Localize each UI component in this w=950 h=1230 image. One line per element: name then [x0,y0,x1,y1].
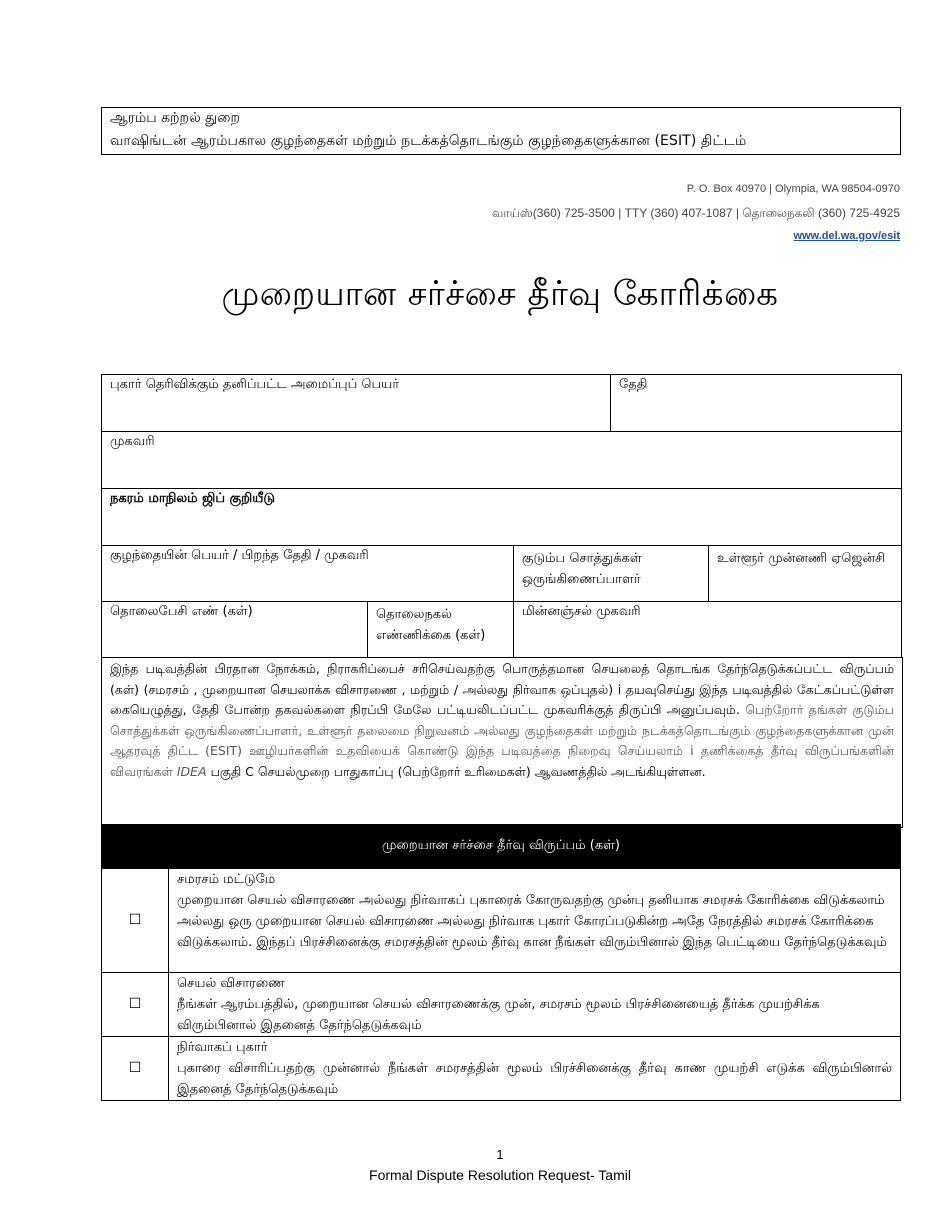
complaint-title: நிர்வாகப் புகார் [177,1040,268,1055]
address-field[interactable] [102,432,902,489]
org-info-table [101,374,902,546]
page-number: 1 [496,1147,504,1162]
hearing-description: நீங்கள் ஆரம்பத்தில், முறையான செயல் விசாரணைக்கு முன், சமரசம் மூலம் பிரச்சினையைத் தீர்க்க முயற்சிக்க விரும்பினால் இதனைத் தேர்ந்தெடுக்கவும் [177,997,820,1033]
options-header: முறையான சர்ச்சை தீர்வு விருப்பம் (கள்) [101,824,901,868]
org-name-label: புகார் தெரிவிக்கும் தனிப்பட்ட அமைப்புப் பெயர் [110,377,400,392]
hearing-checkbox[interactable]: ☐ [102,973,169,1037]
local-agency-label: உள்ளூர் முன்னணி ஏஜென்சி [717,551,886,566]
page-title: முறையான சர்ச்சை தீர்வு கோரிக்கை [221,274,779,314]
org-name-field[interactable] [102,375,611,432]
department-name: ஆரம்ப கற்றல் துறை [110,110,241,126]
phone-label: தொலைபேசி எண் (கள்) [110,604,253,619]
website-link[interactable]: www.del.wa.gov/esit [793,230,900,242]
intro-paragraph [101,657,903,828]
city-state-zip-field[interactable] [102,489,902,546]
program-name: வாஷிங்டன் ஆரம்பகால குழந்தைகள் மற்றும் நடக்கத்தொடங்கும் குழந்தைகளுக்கான (ESIT) திட்டம் [110,133,747,149]
complaint-option [169,1037,901,1101]
mediation-title: சமரசம் மட்டுமே [177,872,276,887]
date-label: தேதி [619,377,648,392]
complaint-description: புகாரை விசாரிப்பதற்கு முன்னால் நீங்கள் சமரசத்தின் மூலம் பிரச்சினைக்கு தீர்வு காண முயற்சி எடுக்க விரும்பினால் இதனைத் தேர்ந்தெடுக்கவும் [177,1061,892,1097]
local-agency-field[interactable] [709,546,902,602]
family-coordinator-label: குடும்ப சொத்துக்கள் ஒருங்கிணைப்பாளர் [522,551,642,587]
intro-text-1: இந்த படிவத்தின் பிரதான நோக்கம், நிராகரிப்பைச் சரிசெய்வதற்கு பொருத்தமான செயலைத் தொடங்க தேர்ந்தெடுக்கப்பட்ட விருப்பம் (கள்) (சமரசம் , முறையான செயலாக்க விசாரணை , மற்றும் / அல்லது நிர்வாக ஒப்புதல்) i தயவுசெய்து இந்த படிவத்தில் கேட்கப்பட்டுள்ள கையெழுத்து, தேதி போன்ற தகவல்களை நிரப்பி மேலே பட்டியலிடப்பட்ட முகவரிக்குத் திருப்பி அனுப்பவும். [110,661,894,717]
postal-address: P. O. Box 40970 | Olympia, WA 98504-0970 [686,183,900,195]
child-info-table [101,545,902,602]
city-state-zip-label: நகரம் மாநிலம் ஜிப் குறியீடு [110,491,275,506]
mediation-description: முறையான செயல் விசாரணை அல்லது நிர்வாகப் புகாரைக் கோருவதற்கு முன்பு தனியாக சமரசக் கோரிக்கை விடுக்கலாம் அல்லது ஒரு முறையான செயல் விசாரணை அல்லது நிர்வாக புகார் கோரப்படுகின்ற அதே நேரத்தில் சமரசக் கோரிக்கை விடுக்கலாம். இந்தப் பிரச்சினைக்கு சமரசத்தின் மூலம் தீர்வு கான நீங்கள் விரும்பினால் இந்த பெட்டியை தேர்ந்தெடுக்கவும் [177,893,887,950]
hearing-option [169,973,901,1037]
date-field[interactable] [611,375,902,432]
phone-field[interactable] [102,602,368,658]
intro-text-3: பகுதி C செயல்முறை பாதுகாப்பு (பெற்றோர் உரிமைகள்) ஆவணத்தில் அடங்கியுள்ளன. [210,763,706,779]
fax-field[interactable] [368,602,514,658]
mediation-checkbox[interactable]: ☐ [102,869,169,973]
complaint-checkbox[interactable]: ☐ [102,1037,169,1101]
child-info-label: குழந்தையின் பெயர் / பிறந்த தேதி / முகவரி [110,548,369,563]
intro-text-2: பெற்றோர் தங்கள் குடும்ப சொத்துக்கள் ஒருங்கிணைப்பாளர், உள்ளூர் தலைமை நிறுவனம் அல்லது குழந்தைகள் மற்றும் நடக்கத்தொடங்கும் குழந்தைகளுக்கான முன் ஆதரவுத் திட்ட (ESIT) ஊழியர்களின் உதவியைக் கொண்டு இந்த படிவத்தை நிறைவு செய்யலாம் i தணிக்கைத் தீர்வு விருப்பங்களின் விவரங்கள் [110,702,894,779]
phone-numbers: வாய்ஸ்(360) 725-3500 | TTY (360) 407-1087 | தொலைநகலி (360) 725-4925 [491,206,900,220]
mediation-option [169,869,901,973]
family-coordinator-field[interactable] [514,546,709,602]
hearing-title: செயல் விசாரணை [177,976,285,991]
options-table [101,868,901,1101]
child-info-field[interactable] [102,546,514,602]
idea-label: IDEA [176,763,207,779]
address-label: முகவரி [110,434,155,449]
email-label: மின்னஞ்சல் முகவரி [522,604,641,619]
fax-label: தொலைநகல் எண்ணிக்கை (கள்) [376,607,486,643]
contact-info-table [101,601,902,658]
footer-text: Formal Dispute Resolution Request- Tamil [369,1167,631,1183]
header-box [101,107,901,155]
email-field[interactable] [514,602,902,658]
